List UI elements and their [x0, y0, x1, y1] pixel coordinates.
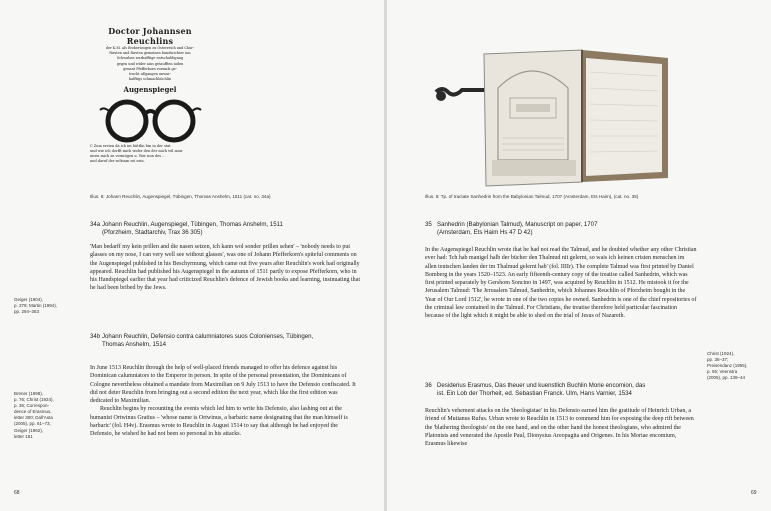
catalogue-entry-36	[425, 382, 725, 398]
figure-caption: Illus. 8: Johann Reuchlin, Augenspiegel, Tübingen, Thomas Anshelm, 1511 (cat. no. 34a)	[90, 194, 271, 199]
title-page-line: truckt ußgangen unwar-	[129, 72, 171, 77]
side-note-line: Brener (1998),	[14, 391, 44, 396]
side-note-line: p. 36; Correspon-	[14, 403, 50, 409]
title-page-line: hafftigs schmachbüchlin	[129, 77, 171, 82]
paragraph: 'Man bedarff my kein prillen and die nasen setzen, ich kann wol sonder prillen sehen' – 'nobody needs to put glasses on my nose, I can very well see without glasses', was one of Johann Pfefferkorn's spiteful comments on the Augenspiegel published in his Beschyrmung, which came out five years after Reuchlin's work had originally appeared. Reuchlin had published his Augenspiegel in the autumn of 1511 partly to expose Pfefferkorn, who in his Handspiegel earlier that year had criticized Reuchlin's defence of Jewish books and learning, insinuating that he had been bribed by the Jews.	[90, 244, 360, 292]
entry-location: (Pforzheim, Stadtarchiv, Trax 36 305)	[102, 229, 203, 236]
title-page-line: genant Pfefferkorn vormals ge-	[123, 66, 177, 71]
side-note-line: (2005), pp. 61–73;	[14, 421, 51, 427]
left-page	[0, 0, 384, 511]
paragraph: Reuchlin begins by recounting the events which led him to write his Defensio, also lashing out at the humanist Ortwinus Gratius – 'whose name is Ortwinus, a barbaric name designating that the man himself is barbaric' (fol. H4v). Erasmus wrote to Reuchlin in August 1514 to say that although he had enjoyed the Defensio, he wished he had not been so personal in his attacks.	[90, 406, 348, 437]
entry-title: Desiderius Erasmus, Das theuer und kuenstlich Buchlin Morie encomion, das	[437, 382, 646, 389]
page-number: 69	[751, 490, 757, 496]
entry-number: 35	[425, 221, 432, 228]
title-page-bottom-line: uiren mich zu vermügen u. Wer nun des ...	[90, 154, 166, 159]
side-note-line: p. 76; Christ (1924),	[14, 397, 54, 403]
entry-title: Johann Reuchlin, Defensio contra calumniatores suos Colonienses, Tübingen,	[102, 333, 314, 340]
entry-subtitle: Thomas Anshelm, 1514	[102, 341, 167, 348]
side-note-line: p. 55; Veenstra	[707, 369, 738, 375]
paragraph: Reuchlin's vehement attacks on the 'theologistae' in his Defensio earned him the gratitude of Heinrich Urban, a friend of Mutianus Rufus. Urban wrote to Reuchlin in 1513 to commend him for exposing the deep rift between the 'blathering theologists' on the one hand, and on the other hand the honest theologians, who admired the Platonists and venerated the Apostle Paul, Dionysius Areopagita and Origenes. In his Moriae encomium, Erasmus likewise	[425, 408, 694, 447]
side-note-line: letter 300; Dall'Asta	[14, 415, 53, 421]
title-page-bottom-line: C Zum ersten da ich im hüttlin bin in der stat	[90, 144, 171, 149]
right-page	[387, 0, 771, 511]
side-note-line: Geiger (1904),	[14, 297, 44, 302]
paragraph: In June 1513 Reuchlin through the help of well-placed friends managed to offer his defence against his Dominican calumniators to the Emperor in person. In spite of the personal presentation, the Dominicans of Cologne nevertheless obtained a mandate from Maximilian on 9 July 1513 to have the Defensio confiscated. It did not deter Reuchlin from bringing out a second edition the next year, which like the first edition was dedicated to Maximilian.	[90, 365, 356, 404]
title-page-bottom-line: und daruf der seltsam sei sein.	[90, 159, 145, 164]
side-note-line: pp. 36–37;	[707, 357, 729, 363]
body-text	[90, 243, 362, 293]
side-note-references	[14, 391, 82, 440]
title-page-line: der K.M. als Erzhertzogen zu Osterreich und Chur-	[105, 46, 195, 50]
entry-title: Johann Reuchlin, Augenspiegel, Tübingen, Thomas Anshelm, 1511	[102, 221, 283, 228]
spectacles-icon	[90, 94, 210, 144]
body-text	[425, 407, 697, 448]
side-note-line: Geiger (1962),	[14, 427, 44, 433]
catalogue-entry-35	[425, 221, 725, 237]
title-page-woodcut	[90, 26, 210, 186]
title-page-title: Doctor Johannsen Reuchlins	[108, 26, 192, 46]
side-note-line: letter 161	[14, 433, 33, 439]
title-page-line: Schwaben warhafftige entschuldigung	[116, 56, 184, 61]
side-note-line: Christ (1924),	[707, 351, 735, 356]
body-text	[90, 364, 362, 438]
side-note-references	[14, 297, 82, 315]
catalogue-entry-34b	[90, 333, 370, 349]
side-note-line: Preisendanz (1955),	[707, 363, 748, 369]
side-note-line: pp. 294–353	[14, 309, 40, 315]
paragraph: In the Augenspiegel Reuchlin wrote that he had not read the Talmud, and he doubted whether any other Christian ever had: 'Ich hab manigel halb der bücher den Thalmud nit gelernt, so wais ich keinen cristen menschen im allen teutschen landen der im Thalmud gelernt hab' (fol. IIIIr). The complete Talmud was first printed by Daniel Bomberg in the years 1520–1523. An early fifteenth-century copy of the treatise called Sanhedrin, which was first printed separately by Gershom Soncino in 1497, was acquired by Reuchlin in 1512. He mistook it for the Jerusalem Talmud: 'The Jerusalem Talmud, Sanhedrin, which Johannes Reuchlin of Pforzheim bought in the Year of Our Lord 1512', he wrote in one of the two copies he owned. Sanhedrin is one of the chief repositories of the criminal law contained in the Talmud. For Christians, the treatise therefore held particular fascination because of the light which it might be able to shed on the trial of Jesus of Nazareth.	[425, 247, 697, 319]
entry-number: 34b	[90, 333, 101, 340]
body-text	[425, 246, 697, 320]
entry-number: 36	[425, 382, 432, 389]
side-note-line: (2005), pp. 139–44	[707, 375, 746, 381]
side-note-references	[707, 351, 767, 381]
title-page-bottom-line: und wie ich dorfft mich wider den der mich wil mon-	[90, 149, 184, 154]
talmud-manuscript-photo	[432, 48, 672, 188]
title-page-line: gegen und wider ains getaufften iuden	[116, 61, 184, 66]
title-page-heading: Augenspiegel	[123, 85, 177, 95]
side-note-line: dence of Erasmus,	[14, 409, 52, 415]
entry-location: (Amsterdam, Ets Haim Hs 47 D 42)	[437, 229, 533, 236]
entry-title: Sanhedrin (Babylonian Talmud), Manuscript on paper, 1707	[437, 221, 598, 228]
figure-caption: Illus. 9: Tp. of tractate Sanhedrin from the Babylonian Talmud, 1707 (Amsterdam, Ets Haim), (cat. no. 35)	[425, 194, 639, 199]
title-page-line: fürsten und fürsten gemeinen bundsrichter inn	[109, 51, 191, 56]
page-number: 68	[14, 490, 20, 496]
entry-subtitle: ist. Ein Lob der Thorheit, ed. Sebastian Franck. Ulm, Hans Varnier, 1534	[437, 390, 632, 397]
entry-number: 34a	[90, 221, 101, 228]
catalogue-entry-34a	[90, 221, 360, 237]
side-note-line: p. 378; Martin (1994),	[14, 303, 58, 309]
